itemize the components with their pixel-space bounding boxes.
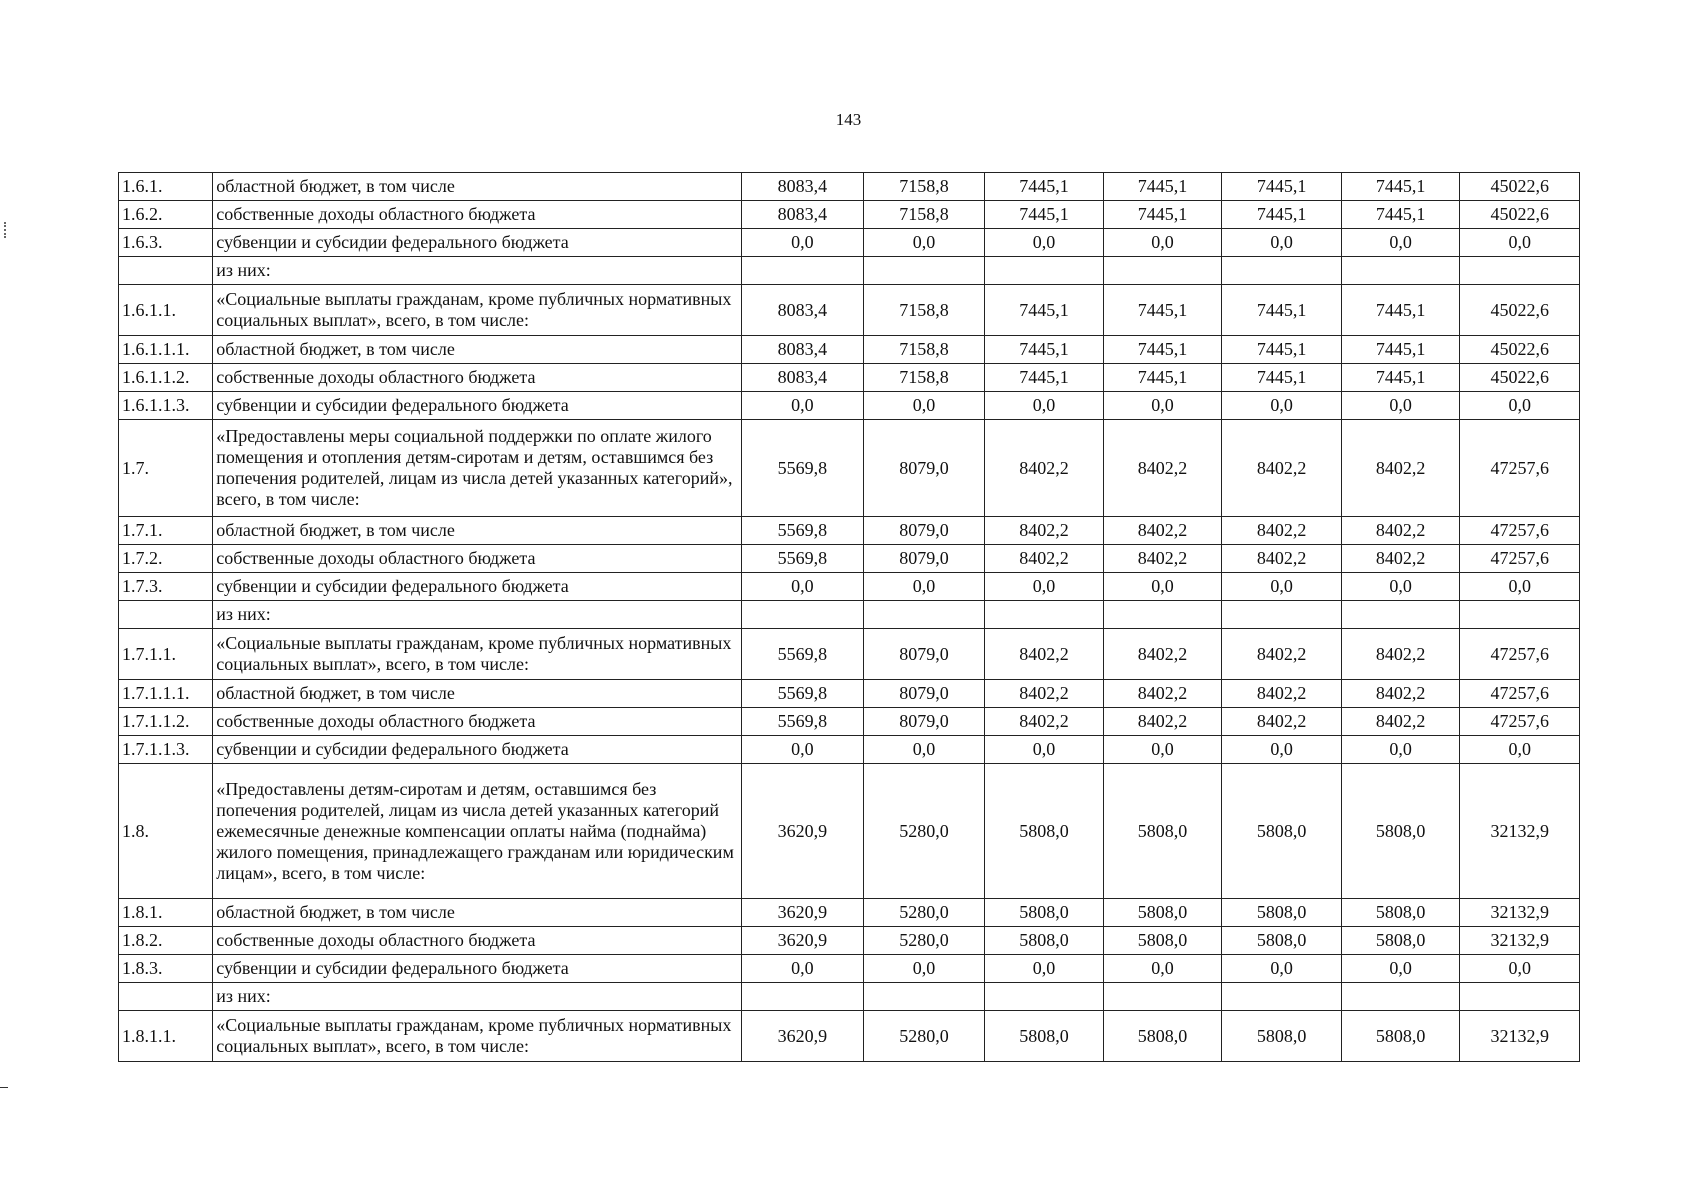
row-value [985, 257, 1104, 285]
row-name: областной бюджет, в том числе [213, 899, 742, 927]
row-value: 0,0 [1222, 229, 1342, 257]
row-value: 0,0 [1460, 573, 1580, 601]
row-value: 5569,8 [742, 629, 864, 680]
row-value: 32132,9 [1460, 927, 1580, 955]
row-value: 7445,1 [985, 336, 1104, 364]
row-value: 7158,8 [863, 173, 985, 201]
row-value: 7445,1 [1222, 364, 1342, 392]
row-value: 7445,1 [1222, 173, 1342, 201]
row-value: 0,0 [1460, 955, 1580, 983]
table-row [119, 201, 1580, 229]
row-value: 7445,1 [1103, 285, 1222, 336]
table-row [119, 285, 1580, 336]
row-name: субвенции и субсидии федерального бюджета [213, 392, 742, 420]
row-value: 0,0 [1460, 229, 1580, 257]
row-name: из них: [213, 257, 742, 285]
row-value: 5808,0 [985, 927, 1104, 955]
row-value: 5808,0 [1103, 1011, 1222, 1062]
table-row [119, 629, 1580, 680]
row-value: 8079,0 [863, 517, 985, 545]
row-value: 7445,1 [1222, 201, 1342, 229]
row-name: «Предоставлены детям-сиротам и детям, оставшимся без попечения родителей, лицам из числа детей указанных категорий ежемесячные денежные компенсации оплаты найма (поднайма) жилого помещения, принадлежащего гражданам или юридическим лицам», всего, в том числе: [213, 764, 742, 899]
row-value: 7158,8 [863, 285, 985, 336]
row-value [1341, 257, 1460, 285]
row-value: 0,0 [985, 736, 1104, 764]
row-value: 5569,8 [742, 680, 864, 708]
table-body [119, 173, 1580, 1062]
row-value: 5808,0 [985, 1011, 1104, 1062]
row-value [1460, 601, 1580, 629]
row-value: 7158,8 [863, 201, 985, 229]
row-name: «Социальные выплаты гражданам, кроме публичных нормативных социальных выплат», всего, в том числе: [213, 629, 742, 680]
row-value: 0,0 [1103, 392, 1222, 420]
row-value: 5280,0 [863, 927, 985, 955]
row-value: 8402,2 [1222, 680, 1342, 708]
table-row [119, 364, 1580, 392]
row-value: 0,0 [1222, 573, 1342, 601]
row-value: 0,0 [863, 955, 985, 983]
row-name: субвенции и субсидии федерального бюджета [213, 955, 742, 983]
row-code: 1.8.3. [119, 955, 213, 983]
row-value: 0,0 [1341, 573, 1460, 601]
row-code: 1.6.2. [119, 201, 213, 229]
row-value: 0,0 [1460, 392, 1580, 420]
table-row [119, 173, 1580, 201]
row-code: 1.6.1.1.2. [119, 364, 213, 392]
row-value: 0,0 [1341, 392, 1460, 420]
row-value: 5569,8 [742, 420, 864, 517]
row-value: 7445,1 [1341, 364, 1460, 392]
row-name: из них: [213, 983, 742, 1011]
row-value: 7445,1 [1103, 173, 1222, 201]
row-value: 0,0 [742, 392, 864, 420]
table-row [119, 573, 1580, 601]
row-value: 0,0 [1103, 229, 1222, 257]
row-value: 7445,1 [1222, 285, 1342, 336]
row-code: 1.6.1.1.1. [119, 336, 213, 364]
row-value: 45022,6 [1460, 336, 1580, 364]
row-value: 7445,1 [1341, 336, 1460, 364]
row-value: 7445,1 [985, 201, 1104, 229]
row-value: 5808,0 [1341, 1011, 1460, 1062]
table-row [119, 420, 1580, 517]
row-value: 0,0 [1222, 392, 1342, 420]
row-value: 47257,6 [1460, 420, 1580, 517]
row-value: 5808,0 [1222, 764, 1342, 899]
table-row [119, 899, 1580, 927]
row-value: 8402,2 [985, 680, 1104, 708]
row-code: 1.6.1.1. [119, 285, 213, 336]
row-value: 8402,2 [1341, 629, 1460, 680]
row-value: 8402,2 [1103, 545, 1222, 573]
row-name: субвенции и субсидии федерального бюджета [213, 573, 742, 601]
row-value: 47257,6 [1460, 680, 1580, 708]
row-value: 0,0 [742, 736, 864, 764]
row-value: 5808,0 [1103, 764, 1222, 899]
row-value: 5280,0 [863, 899, 985, 927]
row-value: 8079,0 [863, 708, 985, 736]
table-row [119, 336, 1580, 364]
row-name: областной бюджет, в том числе [213, 680, 742, 708]
budget-table [118, 172, 1580, 1062]
table-row [119, 927, 1580, 955]
table-row [119, 517, 1580, 545]
row-value: 8402,2 [1222, 517, 1342, 545]
table-row [119, 392, 1580, 420]
row-name: «Социальные выплаты гражданам, кроме публичных нормативных социальных выплат», всего, в том числе: [213, 1011, 742, 1062]
row-value: 8083,4 [742, 336, 864, 364]
row-value: 5808,0 [1103, 927, 1222, 955]
table-row [119, 1011, 1580, 1062]
row-code: 1.6.1.1.3. [119, 392, 213, 420]
row-value: 45022,6 [1460, 201, 1580, 229]
row-value: 32132,9 [1460, 899, 1580, 927]
row-value: 0,0 [863, 229, 985, 257]
row-value: 47257,6 [1460, 545, 1580, 573]
row-code: 1.7.1. [119, 517, 213, 545]
row-value [1460, 257, 1580, 285]
row-code [119, 601, 213, 629]
row-name: собственные доходы областного бюджета [213, 201, 742, 229]
row-value [1222, 983, 1342, 1011]
row-code: 1.6.1. [119, 173, 213, 201]
row-value [1103, 257, 1222, 285]
row-value [1222, 257, 1342, 285]
row-value: 5569,8 [742, 545, 864, 573]
table-row [119, 545, 1580, 573]
row-value: 8402,2 [1341, 708, 1460, 736]
table-row [119, 736, 1580, 764]
row-name: собственные доходы областного бюджета [213, 364, 742, 392]
row-value: 0,0 [985, 229, 1104, 257]
row-value [742, 601, 864, 629]
row-code: 1.6.3. [119, 229, 213, 257]
row-value: 0,0 [863, 573, 985, 601]
row-code: 1.8. [119, 764, 213, 899]
row-value: 0,0 [1222, 736, 1342, 764]
row-value: 7445,1 [1222, 336, 1342, 364]
row-value: 8402,2 [1103, 629, 1222, 680]
row-name: областной бюджет, в том числе [213, 336, 742, 364]
row-name: собственные доходы областного бюджета [213, 708, 742, 736]
row-value: 5808,0 [1341, 899, 1460, 927]
row-value [863, 601, 985, 629]
table-row [119, 601, 1580, 629]
row-value: 0,0 [1341, 229, 1460, 257]
table-row [119, 229, 1580, 257]
table-row [119, 764, 1580, 899]
row-value: 5280,0 [863, 764, 985, 899]
row-value: 7158,8 [863, 336, 985, 364]
row-value: 7445,1 [1341, 173, 1460, 201]
row-value: 8083,4 [742, 285, 864, 336]
row-value: 5808,0 [985, 899, 1104, 927]
row-name: из них: [213, 601, 742, 629]
row-value [1460, 983, 1580, 1011]
row-code: 1.7.3. [119, 573, 213, 601]
row-value: 0,0 [742, 573, 864, 601]
row-code: 1.7.1.1.3. [119, 736, 213, 764]
row-name: собственные доходы областного бюджета [213, 927, 742, 955]
row-name: «Социальные выплаты гражданам, кроме публичных нормативных социальных выплат», всего, в том числе: [213, 285, 742, 336]
row-value: 7445,1 [1103, 201, 1222, 229]
row-code: 1.7.2. [119, 545, 213, 573]
row-value: 47257,6 [1460, 517, 1580, 545]
row-value: 8402,2 [1222, 420, 1342, 517]
row-value: 0,0 [1341, 955, 1460, 983]
row-value [742, 257, 864, 285]
row-value: 32132,9 [1460, 764, 1580, 899]
row-name: субвенции и субсидии федерального бюджета [213, 229, 742, 257]
row-value: 7445,1 [1103, 364, 1222, 392]
row-value: 0,0 [1460, 736, 1580, 764]
scan-margin-tick [0, 1087, 8, 1088]
row-value: 5808,0 [1222, 899, 1342, 927]
row-code: 1.7.1.1. [119, 629, 213, 680]
row-value: 7445,1 [985, 285, 1104, 336]
row-value: 8402,2 [1222, 708, 1342, 736]
row-value: 5808,0 [985, 764, 1104, 899]
row-code [119, 983, 213, 1011]
row-value: 5808,0 [1222, 927, 1342, 955]
row-value: 0,0 [863, 736, 985, 764]
row-value [985, 983, 1104, 1011]
row-value: 8402,2 [1222, 629, 1342, 680]
row-value [1341, 601, 1460, 629]
row-value: 0,0 [1222, 955, 1342, 983]
row-value [1222, 601, 1342, 629]
row-value: 8402,2 [1222, 545, 1342, 573]
row-name: областной бюджет, в том числе [213, 517, 742, 545]
row-value: 0,0 [985, 392, 1104, 420]
row-value: 47257,6 [1460, 708, 1580, 736]
row-value: 8079,0 [863, 545, 985, 573]
row-value: 45022,6 [1460, 173, 1580, 201]
row-name: собственные доходы областного бюджета [213, 545, 742, 573]
table-row [119, 955, 1580, 983]
row-code [119, 257, 213, 285]
row-code: 1.8.1.1. [119, 1011, 213, 1062]
row-value: 8079,0 [863, 629, 985, 680]
row-value: 8402,2 [1103, 517, 1222, 545]
row-value [1103, 601, 1222, 629]
row-code: 1.7. [119, 420, 213, 517]
table-row [119, 257, 1580, 285]
row-value: 8402,2 [985, 517, 1104, 545]
row-value: 0,0 [1341, 736, 1460, 764]
row-value: 8402,2 [1341, 680, 1460, 708]
row-value: 0,0 [742, 955, 864, 983]
row-value: 32132,9 [1460, 1011, 1580, 1062]
row-value: 8083,4 [742, 201, 864, 229]
row-value: 8083,4 [742, 173, 864, 201]
row-name: субвенции и субсидии федерального бюджета [213, 736, 742, 764]
row-value: 7445,1 [985, 364, 1104, 392]
row-value: 8402,2 [1341, 420, 1460, 517]
table-row [119, 708, 1580, 736]
row-value: 3620,9 [742, 927, 864, 955]
row-value: 5808,0 [1341, 927, 1460, 955]
row-value: 0,0 [863, 392, 985, 420]
row-value [985, 601, 1104, 629]
row-value: 8402,2 [1103, 680, 1222, 708]
row-value: 0,0 [1103, 573, 1222, 601]
row-value: 5808,0 [1103, 899, 1222, 927]
row-value: 7445,1 [1103, 336, 1222, 364]
row-value: 8079,0 [863, 420, 985, 517]
row-value: 5808,0 [1341, 764, 1460, 899]
row-value: 8402,2 [985, 629, 1104, 680]
row-value: 0,0 [742, 229, 864, 257]
row-value: 0,0 [1103, 955, 1222, 983]
row-value: 8402,2 [985, 708, 1104, 736]
row-value: 8402,2 [985, 545, 1104, 573]
row-value: 7445,1 [1341, 285, 1460, 336]
row-value: 8079,0 [863, 680, 985, 708]
row-value: 8402,2 [1103, 420, 1222, 517]
row-value: 8402,2 [1341, 545, 1460, 573]
row-value: 45022,6 [1460, 285, 1580, 336]
table-row [119, 680, 1580, 708]
row-code: 1.8.1. [119, 899, 213, 927]
row-value: 7445,1 [985, 173, 1104, 201]
row-value: 8402,2 [1341, 517, 1460, 545]
row-value: 3620,9 [742, 1011, 864, 1062]
row-value [1103, 983, 1222, 1011]
row-value: 5569,8 [742, 517, 864, 545]
row-value: 8402,2 [985, 420, 1104, 517]
row-value: 0,0 [1103, 736, 1222, 764]
row-value: 47257,6 [1460, 629, 1580, 680]
row-code: 1.7.1.1.2. [119, 708, 213, 736]
row-value: 7158,8 [863, 364, 985, 392]
row-value [1341, 983, 1460, 1011]
row-value [863, 983, 985, 1011]
row-name: областной бюджет, в том числе [213, 173, 742, 201]
row-value: 5808,0 [1222, 1011, 1342, 1062]
row-code: 1.7.1.1.1. [119, 680, 213, 708]
row-value: 8402,2 [1103, 708, 1222, 736]
table-row [119, 983, 1580, 1011]
row-value: 45022,6 [1460, 364, 1580, 392]
row-value: 3620,9 [742, 764, 864, 899]
scan-margin-mark [4, 222, 8, 238]
row-name: «Предоставлены меры социальной поддержки по оплате жилого помещения и отопления детям-сиротам и детям, оставшимся без попечения родителей, лицам из числа детей указанных категорий», всего, в том числе: [213, 420, 742, 517]
row-value: 0,0 [985, 955, 1104, 983]
page-number: 143 [835, 110, 862, 129]
row-value [742, 983, 864, 1011]
row-value: 3620,9 [742, 899, 864, 927]
row-value: 0,0 [985, 573, 1104, 601]
row-value: 8083,4 [742, 364, 864, 392]
row-value: 7445,1 [1341, 201, 1460, 229]
row-value: 5569,8 [742, 708, 864, 736]
row-value: 5280,0 [863, 1011, 985, 1062]
row-value [863, 257, 985, 285]
row-code: 1.8.2. [119, 927, 213, 955]
